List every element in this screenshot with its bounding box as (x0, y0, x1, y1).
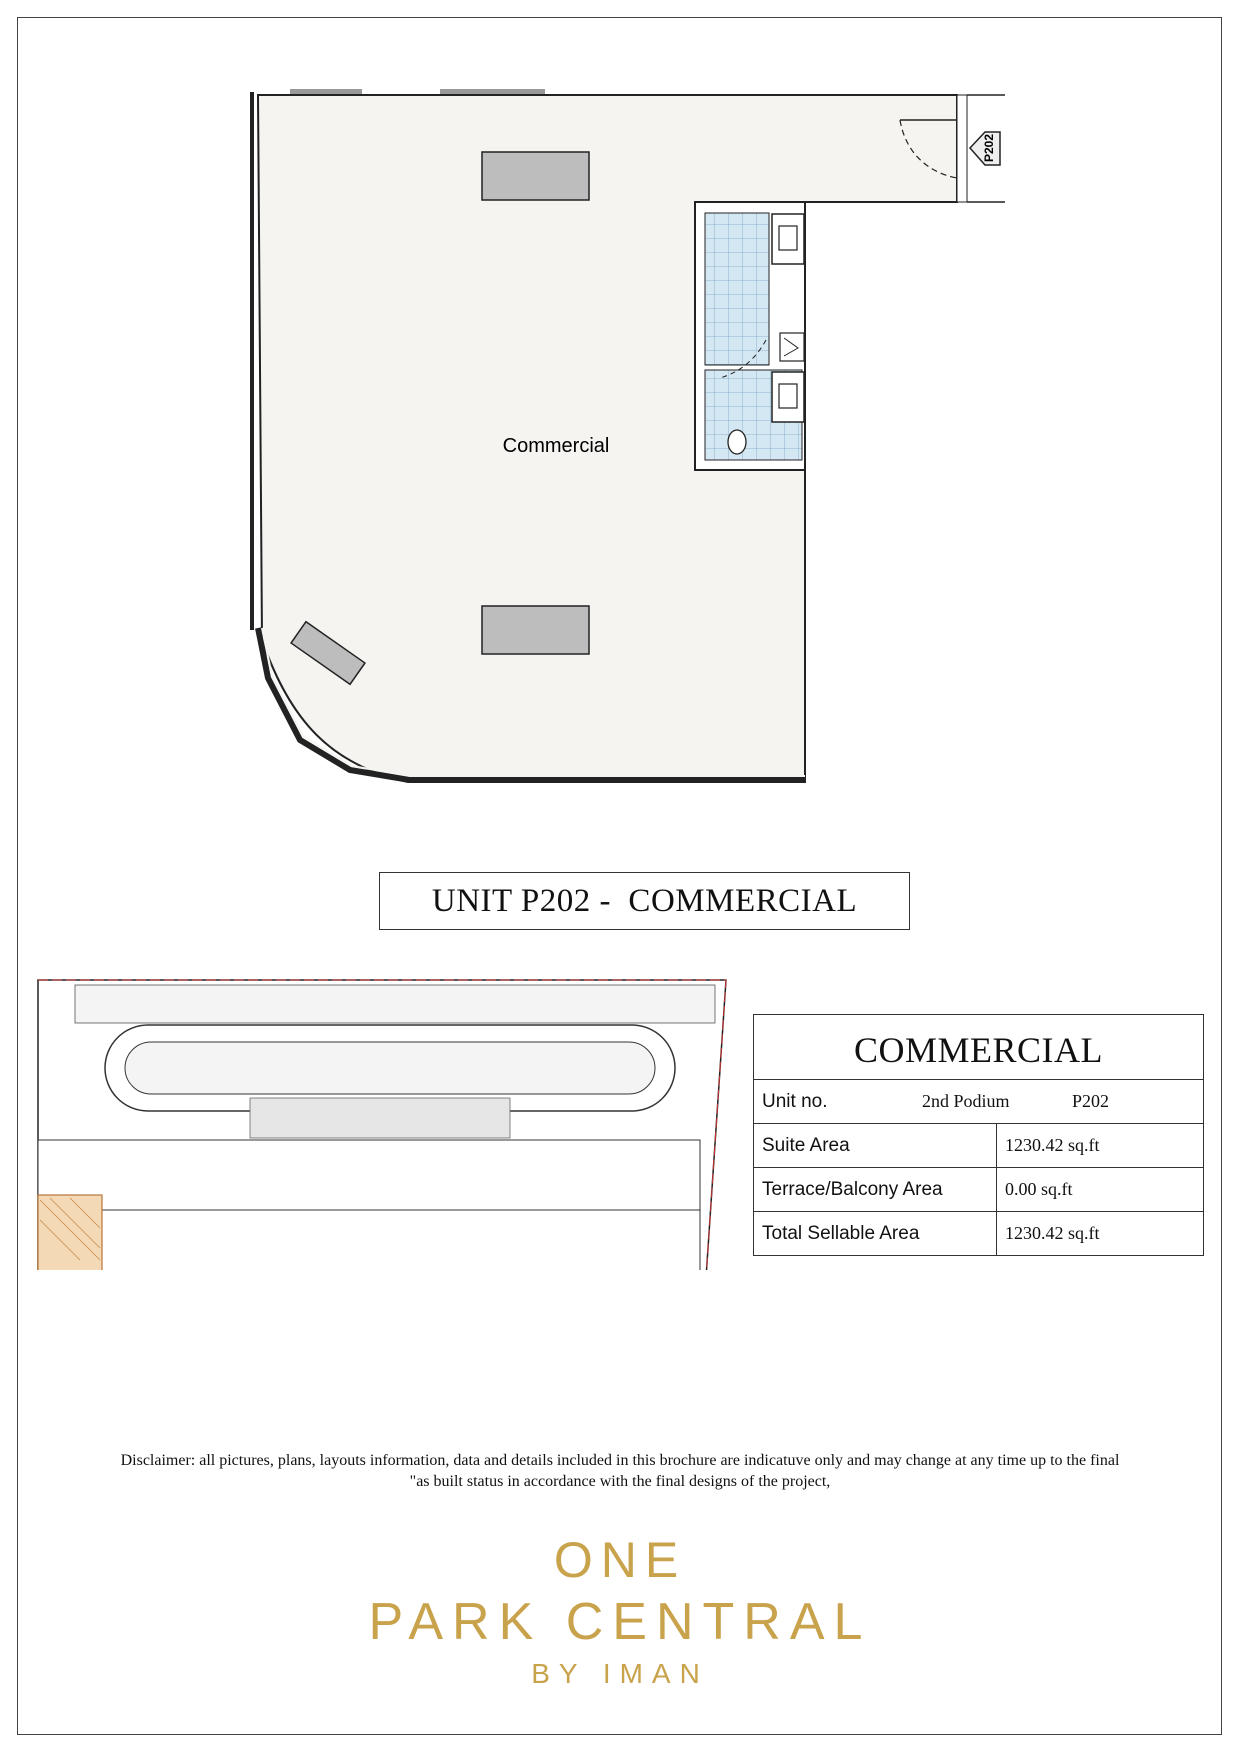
row-label: Terrace/Balcony Area (754, 1168, 997, 1212)
column (482, 152, 589, 200)
disclaimer-line: Disclaimer: all pictures, plans, layouts information, data and details included in this brochure are indicatuve only and may change at any time up to the final (120, 1452, 1120, 1469)
row-label: Suite Area (754, 1124, 997, 1168)
unit-floor: 2nd Podium (922, 1091, 1010, 1111)
units-band (38, 1140, 700, 1270)
parking-row-top (75, 985, 715, 1023)
unit-no-label: Unit no. (762, 1090, 828, 1112)
sink (772, 372, 804, 422)
row-value: 1230.42 sq.ft (997, 1124, 1204, 1168)
row-label: Total Sellable Area (754, 1212, 997, 1256)
sink (772, 214, 804, 264)
disclaimer (60, 1450, 1180, 1492)
logo-line-by-iman: BY IMAN (531, 1658, 709, 1689)
column (482, 606, 589, 654)
unit-tag (970, 132, 1000, 165)
logo-line-one: ONE (553, 1532, 687, 1588)
brand-logo (330, 1530, 910, 1694)
toilet (728, 430, 746, 454)
key-plan (30, 970, 730, 1270)
unit-no-row (754, 1080, 1204, 1124)
highlighted-unit (38, 1195, 102, 1270)
row-value: 0.00 sq.ft (997, 1168, 1204, 1212)
row-value: 1230.42 sq.ft (997, 1212, 1204, 1256)
unit-floor-plan (0, 0, 1241, 800)
unit-code: P202 (1072, 1091, 1110, 1111)
table-heading: COMMERCIAL (754, 1015, 1204, 1080)
unit-info-table (753, 1014, 1204, 1256)
room-label: Commercial (502, 435, 610, 457)
disclaimer-line: "as built status in accordance with the final designs of the project, (409, 1473, 831, 1490)
logo-line-park-central: PARK CENTRAL (368, 1593, 872, 1651)
unit-title: UNIT P202 - COMMERCIAL (379, 872, 910, 930)
svg-text:P202: P202 (982, 133, 996, 163)
